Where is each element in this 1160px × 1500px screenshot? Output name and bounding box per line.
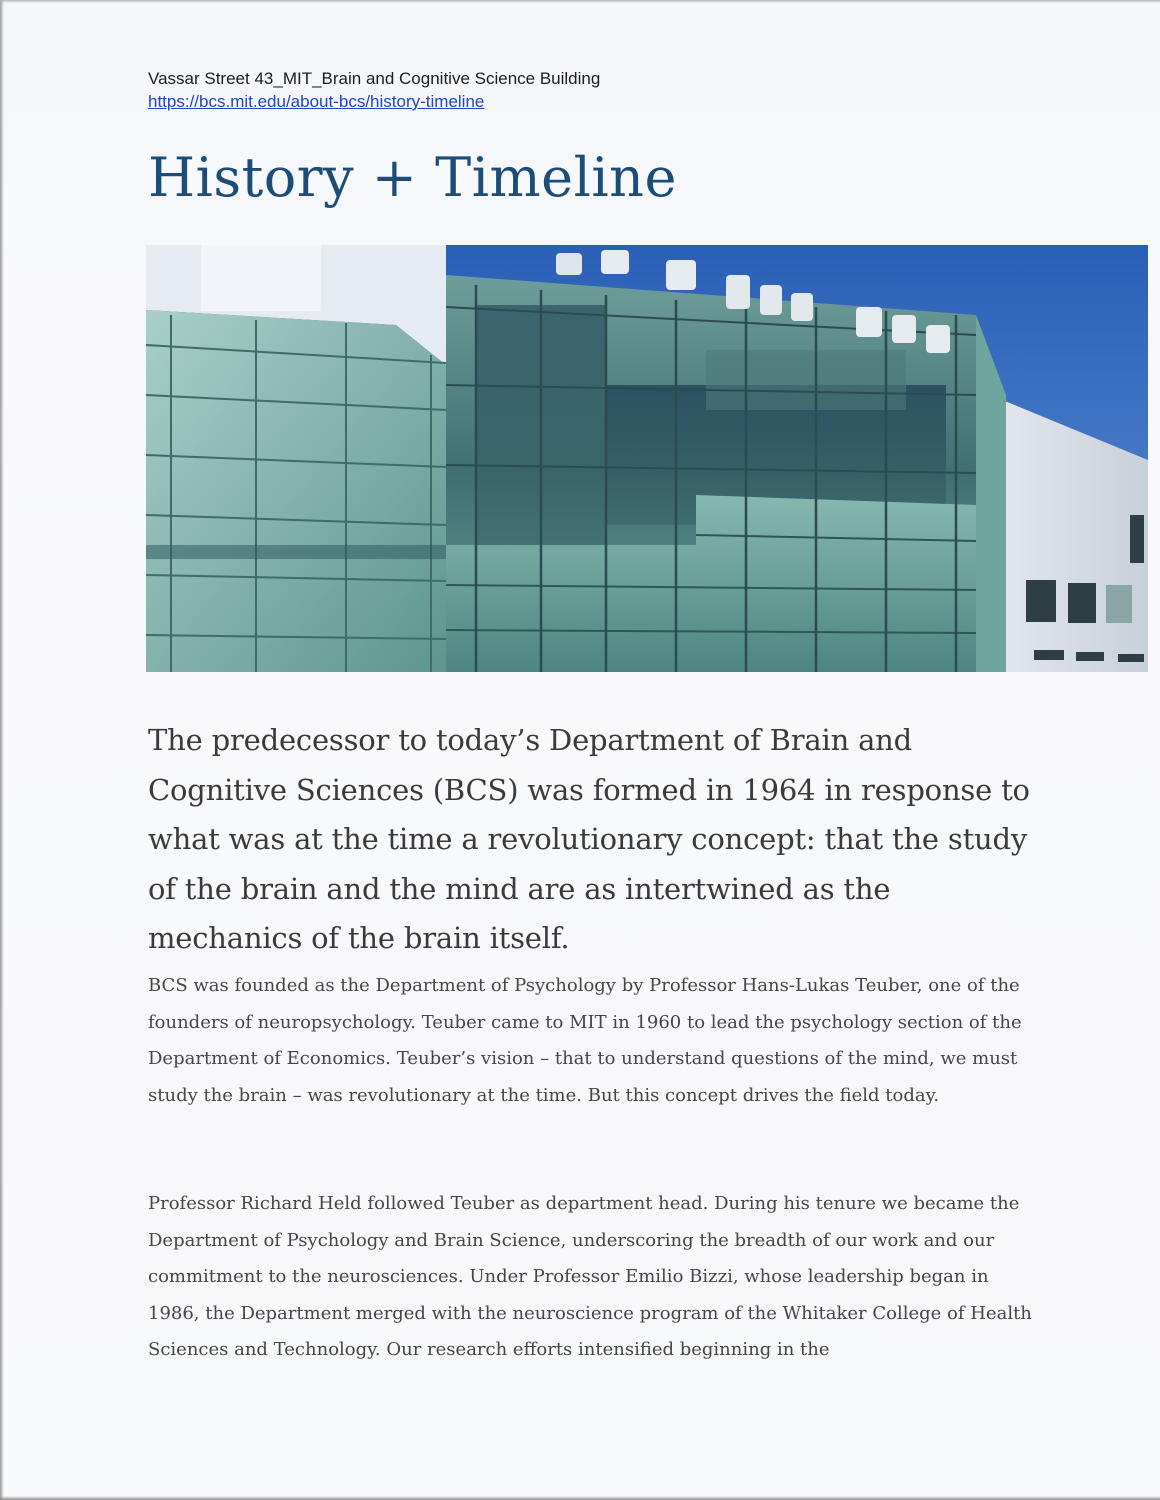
scan-edge-top — [0, 0, 1160, 3]
body-paragraph-1: BCS was founded as the Department of Psychology by Professor Hans-Lukas Teuber, one of the founders of neuropsychology. Teuber came to MIT in 1960 to lead the psychology section of the Department of Economics. Teuber’s vision – that to understand questions of the mind, we must study the brain – was revolutionary at the time. But this concept drives the field today. — [148, 975, 1022, 1106]
lead-paragraph: The predecessor to today’s Department of Brain and Cognitive Sciences (BCS) was formed in 1964 in response to what was at the time a revolutionary concept: that the study of the brain and the mind are as intertwined as the mechanics of the brain itself. — [148, 723, 1030, 955]
building-photo-illustration — [146, 245, 1148, 672]
building-caption: Vassar Street 43_MIT_Brain and Cognitive Science Building — [148, 69, 601, 88]
page-title: History + Timeline — [148, 146, 677, 209]
source-link[interactable]: https://bcs.mit.edu/about-bcs/history-timeline — [148, 92, 485, 111]
scan-edge-left — [0, 0, 4, 1500]
scan-edge-bottom — [0, 1496, 1160, 1500]
body-paragraph-2: Professor Richard Held followed Teuber as department head. During his tenure we became the Department of Psychology and Brain Science, underscoring the breadth of our work and our commitment to the neurosciences. Under Professor Emilio Bizzi, whose leadership began in 1986, the Department merged with the neuroscience program of the Whitaker College of Health Sciences and Technology. Our research efforts intensified beginning in the — [148, 1193, 1032, 1360]
building-photo — [146, 245, 1148, 672]
